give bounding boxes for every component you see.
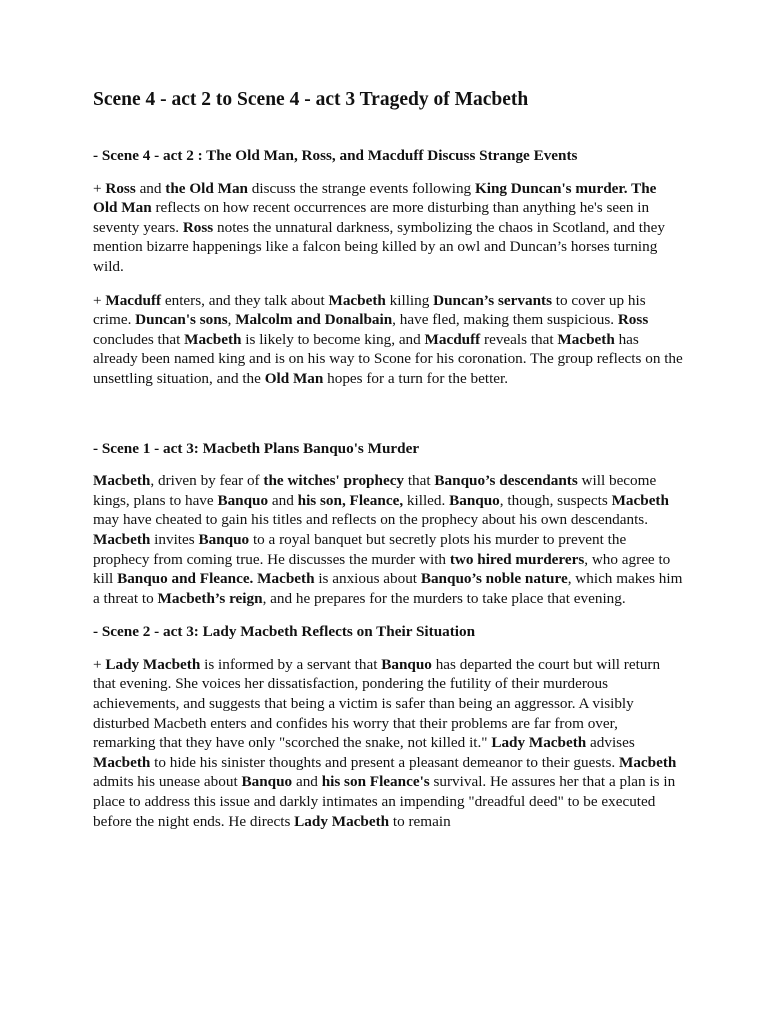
bold-text-run: Macbeth’s reign — [157, 589, 263, 607]
text-run: , though, suspects — [499, 491, 612, 509]
bold-text-run: Banquo — [381, 655, 432, 673]
bold-text-run: his son, Fleance, — [297, 491, 404, 509]
paragraph — [93, 291, 683, 389]
bold-text-run: two hired murderers — [449, 550, 585, 568]
bold-text-run: the Old Man — [165, 179, 248, 197]
bold-text-run: Banquo’s descendants — [434, 472, 578, 490]
text-run: is likely to become king, and — [241, 330, 425, 348]
text-run: may have cheated to gain his titles and reflects on the prophecy about his own descendants. — [93, 511, 649, 529]
document-body — [93, 88, 683, 845]
bold-text-run: Old Man — [264, 369, 324, 387]
text-run: , — [227, 311, 236, 329]
bold-text-run: Banquo and Fleance. Macbeth — [117, 570, 315, 588]
bold-text-run: Ross — [617, 311, 649, 329]
text-run: killing — [385, 291, 434, 309]
text-run: , driven by fear of — [150, 472, 264, 490]
bold-text-run: Macbeth — [557, 330, 615, 348]
bold-text-run: Macbeth — [93, 472, 151, 490]
text-run: and — [135, 179, 166, 197]
section-heading: - Scene 1 - act 3: Macbeth Plans Banquo's Murder — [93, 439, 420, 457]
text-run: is informed by a servant that — [200, 655, 382, 673]
text-run: that — [404, 472, 435, 490]
bold-text-run: Macbeth — [184, 330, 242, 348]
text-run: to cover up his crime. — [93, 291, 646, 329]
text-run: discuss the strange events following — [248, 179, 475, 197]
text-run: notes the unnatural darkness, symbolizing the chaos in Scotland, and they mention bizarre happenings like a falcon being killed by an owl and Duncan’s horses turning wild. — [93, 218, 665, 275]
bold-text-run: Macduff — [105, 291, 162, 309]
bold-text-run: Banquo — [198, 530, 250, 548]
section-scene4-act2 — [93, 146, 683, 389]
text-run: + — [93, 179, 106, 197]
text-run: to hide his sinister thoughts and present a pleasant demeanor to their guests. — [150, 753, 619, 771]
document-title: Scene 4 - act 2 to Scene 4 - act 3 Tragedy of Macbeth — [93, 89, 529, 110]
bold-text-run: Macbeth — [93, 753, 151, 771]
text-run: + — [93, 655, 106, 673]
bold-text-run: Macbeth — [93, 530, 151, 548]
text-run: hopes for a turn for the better. — [323, 369, 509, 387]
section-scene2-act3 — [93, 622, 683, 831]
bold-text-run: the witches' prophecy — [263, 472, 405, 490]
paragraph — [93, 179, 683, 277]
text-run: has departed the court but will return that evening. She voices her dissatisfaction, pondering the futility of their murderous achievements, and suggests that being a victim is safer than being an aggressor. A visibly disturbed Macbeth enters and confides his worry that their problems are far from over, remarking that they have only "scorched the snake, not killed it." — [93, 655, 661, 752]
bold-text-run: Duncan's sons — [135, 311, 228, 329]
text-run: concludes that — [93, 330, 185, 348]
bold-text-run: Macbeth — [618, 753, 677, 771]
paragraph — [93, 655, 683, 831]
section-gap — [93, 403, 683, 439]
bold-text-run: Banquo’s noble nature — [420, 570, 568, 588]
text-run: enters, and they talk about — [161, 291, 329, 309]
bold-text-run: Lady Macbeth — [105, 655, 201, 673]
text-run: advises — [586, 734, 635, 752]
text-run: to remain — [389, 812, 451, 830]
text-run: reveals that — [480, 330, 558, 348]
bold-text-run: Macbeth — [611, 491, 669, 509]
text-run: , which makes him a threat to — [93, 570, 683, 607]
section-heading: - Scene 4 - act 2 : The Old Man, Ross, and Macduff Discuss Strange Events — [93, 147, 578, 164]
text-run: invites — [150, 530, 199, 548]
text-run: , have fled, making them suspicious. — [392, 311, 618, 329]
bold-text-run: Lady Macbeth — [491, 734, 587, 752]
bold-text-run: Macbeth — [328, 291, 386, 309]
bold-text-run: Lady Macbeth — [294, 812, 390, 830]
text-run: killed. — [403, 491, 450, 509]
text-run: admits his unease about — [93, 773, 242, 791]
text-run: to a royal banquet but secretly plots his murder to prevent the prophecy from coming true. He discusses the murder with — [93, 530, 627, 568]
bold-text-run: Duncan’s servants — [433, 291, 552, 309]
text-run: and — [268, 491, 298, 509]
text-run: has already been named king and is on his way to Scone for his coronation. The group reflects on the unsettling situation, and the — [93, 330, 683, 387]
text-run: reflects on how recent occurrences are more disturbing than anything he's seen in seventy years. — [93, 199, 650, 236]
bold-text-run: Banquo — [449, 491, 500, 509]
bold-text-run: Malcolm and Donalbain — [235, 311, 393, 329]
section-scene1-act3 — [93, 439, 683, 609]
section-heading: - Scene 2 - act 3: Lady Macbeth Reflects on Their Situation — [93, 623, 476, 641]
bold-text-run: Ross — [182, 218, 214, 236]
bold-text-run: his son Fleance's — [321, 773, 430, 791]
paragraph — [93, 471, 683, 608]
text-run: , who agree to kill — [93, 550, 671, 588]
bold-text-run: Macduff — [424, 330, 481, 348]
text-run: survival. He assures her that a plan is in place to address this issue and darkly intimates an impending "dreadful deed" to be executed before the night ends. He directs — [93, 773, 676, 830]
text-run: will become kings, plans to have — [93, 472, 657, 509]
text-run: + — [93, 291, 106, 309]
bold-text-run: Banquo — [217, 491, 269, 509]
text-run: is anxious about — [314, 570, 421, 588]
bold-text-run: King Duncan's murder. The Old Man — [93, 179, 657, 217]
text-run: and — [292, 773, 322, 791]
bold-text-run: Ross — [105, 179, 136, 197]
bold-text-run: Banquo — [241, 773, 293, 791]
text-run: , and he prepares for the murders to take place that evening. — [262, 589, 626, 607]
